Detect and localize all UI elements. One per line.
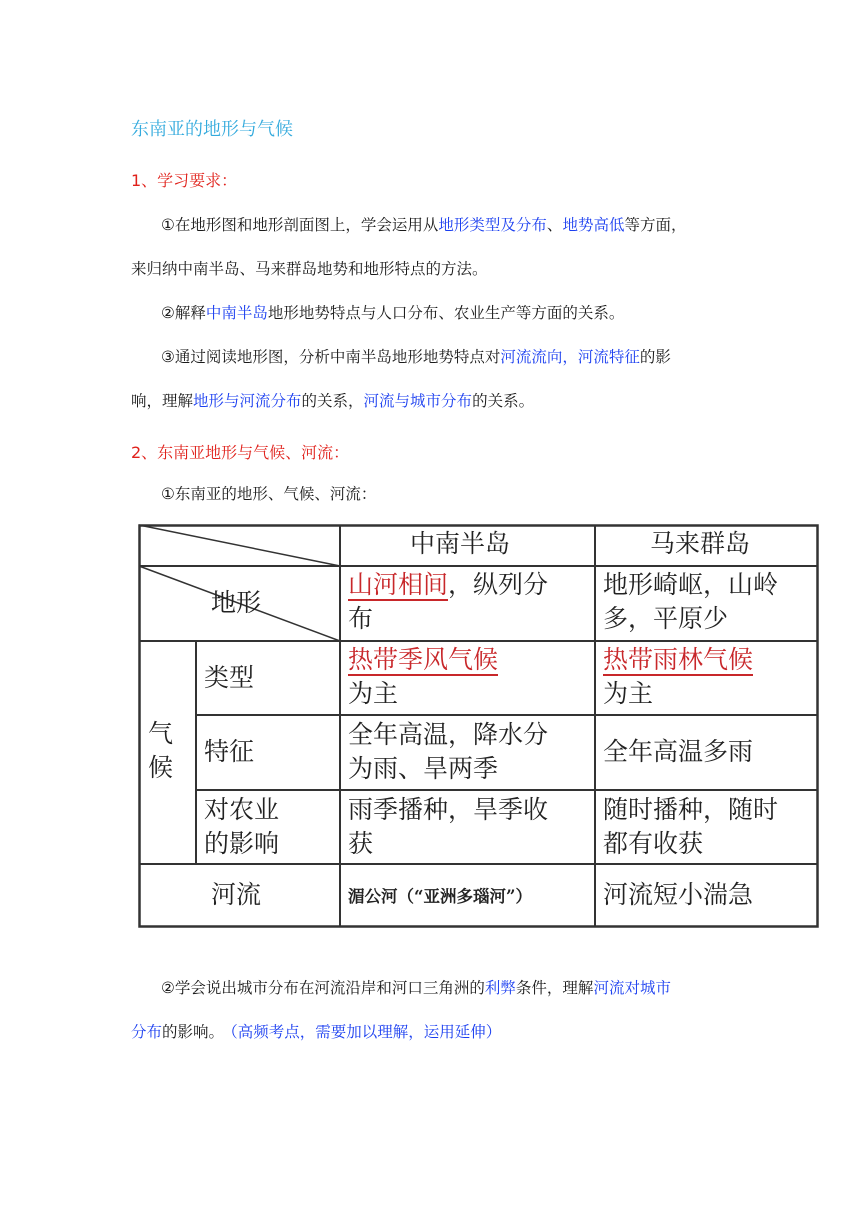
text: ②解释 bbox=[161, 304, 206, 322]
key-answer: 山河相间 bbox=[348, 570, 449, 599]
key-answer: 热带季风气候 bbox=[348, 645, 499, 674]
text: 地形崎岖，山岭 bbox=[603, 570, 779, 599]
text: ③通过阅读地形图，分析中南半岛地形地势特点对 bbox=[161, 348, 501, 366]
requirement-4 bbox=[131, 966, 741, 1054]
requirement-4-line-2 bbox=[131, 1010, 741, 1054]
text: 响，理解 bbox=[131, 392, 194, 410]
text: 候 bbox=[148, 753, 174, 782]
section-heading-1: 1、学习要求： bbox=[131, 171, 238, 190]
exam-note: （高频考点，需要加以理解，运用延伸） bbox=[230, 1023, 502, 1041]
text: 全年高温，降水分 bbox=[348, 720, 549, 749]
text: 多，平原少 bbox=[603, 604, 729, 633]
terrain-malay bbox=[603, 568, 778, 636]
highlight-text: 地形类型及分布 bbox=[438, 216, 547, 234]
text: 获 bbox=[348, 829, 374, 858]
text: ①在地形图和地形剖面图上，学会运用从 bbox=[161, 216, 439, 234]
text: 的关系， bbox=[301, 392, 364, 410]
page-title: 东南亚的地形与气候 bbox=[131, 119, 293, 140]
highlight-text: 河流流向，河流特征 bbox=[500, 348, 640, 366]
text: 地形地势特点与人口分布、农业生产等方面的关系。 bbox=[267, 304, 625, 322]
feature-indochina bbox=[348, 718, 548, 786]
highlight-text: 地势高低 bbox=[562, 216, 625, 234]
text: 对农业 bbox=[204, 795, 280, 824]
diagonal-line bbox=[139, 525, 340, 566]
requirements-block bbox=[131, 203, 741, 423]
text: 、 bbox=[546, 216, 563, 234]
row-label-feature: 特征 bbox=[204, 737, 255, 766]
requirement-4-line-1 bbox=[131, 966, 741, 1010]
requirement-1-line-2: 来归纳中南半岛、马来群岛地势和地形特点的方法。 bbox=[131, 260, 488, 278]
text: 雨季播种，旱季收 bbox=[348, 795, 549, 824]
climate-label bbox=[148, 717, 173, 785]
agriculture-indochina bbox=[348, 793, 548, 861]
row-label-agriculture bbox=[204, 793, 279, 861]
text: 的影 bbox=[639, 348, 671, 366]
river-indochina: 湄公河（“亚洲多瑙河”） bbox=[348, 887, 532, 906]
row-label-terrain: 地形 bbox=[211, 588, 262, 617]
section-2-intro: ①东南亚的地形、气候、河流： bbox=[161, 485, 377, 503]
col-header-malay: 马来群岛 bbox=[650, 529, 751, 558]
type-indochina bbox=[348, 643, 498, 711]
geography-table bbox=[138, 524, 819, 928]
text: 的影响。 bbox=[162, 1023, 225, 1041]
text: 为主 bbox=[348, 679, 399, 708]
text: 为雨、旱两季 bbox=[348, 754, 499, 783]
text: 布 bbox=[348, 604, 374, 633]
text: 气 bbox=[148, 719, 174, 748]
requirement-3-line-1 bbox=[131, 335, 741, 379]
text: 随时播种，随时 bbox=[603, 795, 779, 824]
text: 的影响 bbox=[204, 829, 280, 858]
highlight-text: 中南半岛 bbox=[205, 304, 268, 322]
key-answer: 热带雨林气候 bbox=[603, 645, 754, 674]
section-heading-2: 2、东南亚地形与气候、河流： bbox=[131, 443, 350, 462]
terrain-indochina bbox=[348, 568, 548, 636]
feature-malay: 全年高温多雨 bbox=[603, 737, 754, 766]
text: 为主 bbox=[603, 679, 654, 708]
requirement-2 bbox=[131, 291, 741, 335]
type-malay bbox=[603, 643, 753, 711]
highlight-text: 河流与城市分布 bbox=[363, 392, 473, 410]
text: 等方面， bbox=[624, 216, 687, 234]
text: ，纵列分 bbox=[448, 570, 549, 599]
row-label-river: 河流 bbox=[211, 880, 262, 909]
river-malay: 河流短小湍急 bbox=[603, 880, 754, 909]
agriculture-malay bbox=[603, 793, 778, 861]
highlight-text: 利弊 bbox=[484, 979, 516, 997]
requirement-3-line-2 bbox=[131, 379, 741, 423]
text: 的关系。 bbox=[472, 392, 535, 410]
highlight-text: 分布 bbox=[131, 1023, 163, 1041]
text: 都有收获 bbox=[603, 829, 704, 858]
highlight-text: 河流对城市 bbox=[593, 979, 671, 997]
col-header-indochina: 中南半岛 bbox=[410, 529, 511, 558]
highlight-text: 地形与河流分布 bbox=[193, 392, 302, 410]
requirement-1-line-1 bbox=[131, 203, 741, 247]
text: ②学会说出城市分布在河流沿岸和河口三角洲的 bbox=[161, 979, 485, 997]
row-label-type: 类型 bbox=[204, 663, 255, 692]
text: 条件，理解 bbox=[515, 979, 594, 997]
